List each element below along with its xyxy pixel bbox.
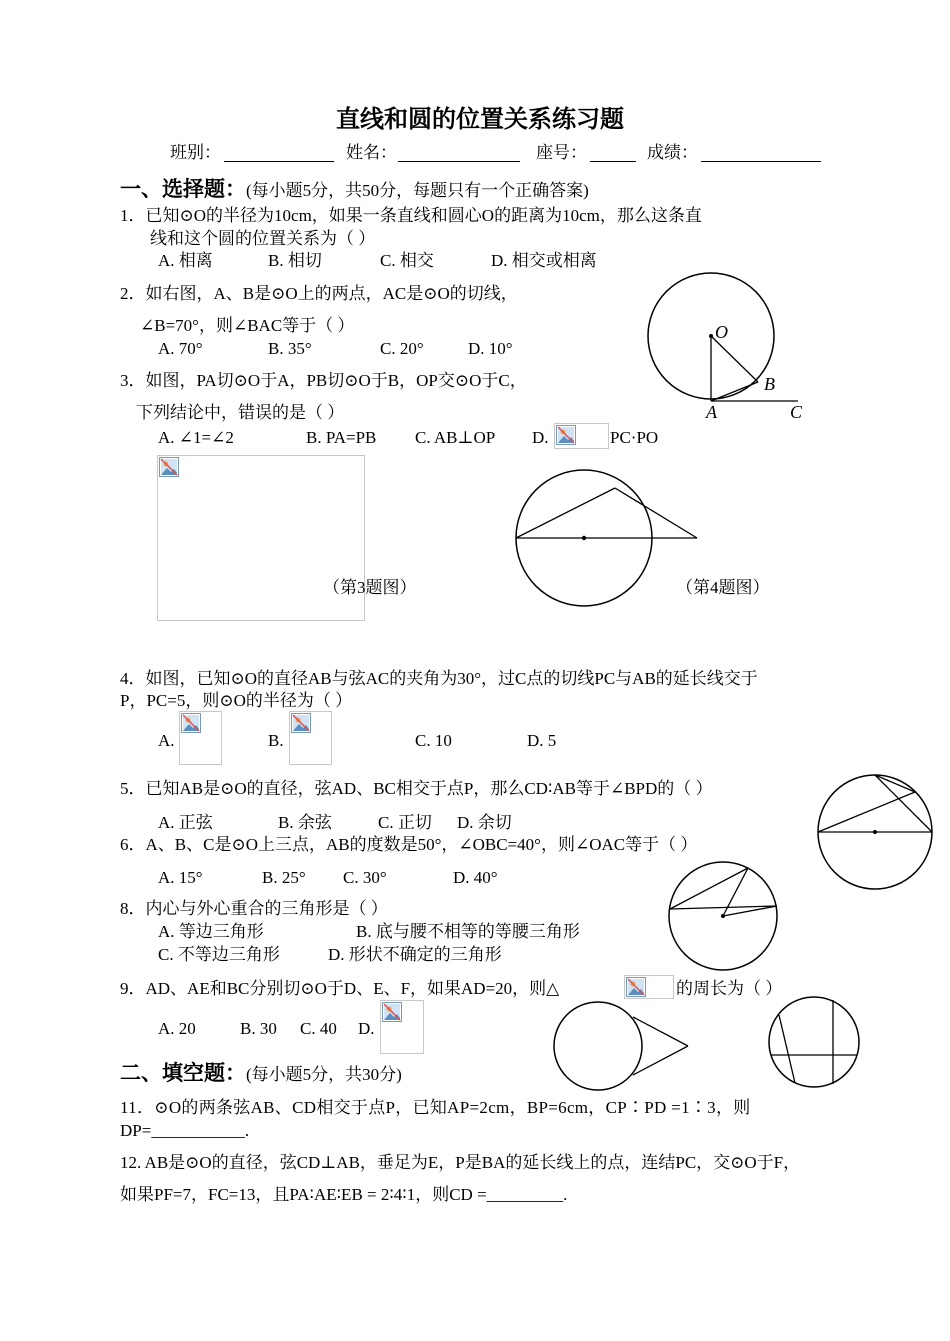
q6-option-d[interactable]: D. 40°: [453, 868, 498, 887]
q2-option-c[interactable]: C. 20°: [380, 339, 424, 358]
q5-center-dot: [873, 830, 877, 834]
broken-image-icon: [556, 425, 576, 445]
q5-option-c[interactable]: C. 正切: [378, 813, 432, 832]
q4-option-c[interactable]: C. 10: [415, 731, 452, 750]
q4-line1: 4．如图，已知⊙O的直径AB与弦AC的夹角为30°，过C点的切线PC与AB的延长线交于: [120, 669, 758, 688]
q1-option-a[interactable]: A. 相离: [158, 251, 213, 270]
page-title: 直线和圆的位置关系练习题: [336, 105, 624, 133]
q12-line2: 如果PF=7，FC=13，且PA∶AE∶EB = 2∶4∶1，则CD =_________.: [120, 1185, 568, 1204]
q9-option-a[interactable]: A. 20: [158, 1019, 196, 1038]
q5-chord-ad: [818, 792, 915, 832]
q2-label-a: A: [706, 402, 717, 422]
q5-line1: 5．已知AB是⊙O的直径，弦AD、BC相交于点P，那么CD∶AB等于∠BPD的（ ）: [120, 779, 713, 798]
q5-option-a[interactable]: A. 正弦: [158, 813, 213, 832]
q1-line1: 1．已知⊙O的半径为10cm，如果一条直线和圆心O的距离为10cm，那么这条直: [120, 206, 702, 225]
q2-label-c: C: [790, 402, 803, 422]
q2-segment-ob: [711, 336, 758, 382]
broken-image-icon: [626, 977, 646, 997]
name-blank[interactable]: [398, 160, 520, 162]
q9-triangle-image: [624, 975, 674, 999]
q6-option-b[interactable]: B. 25°: [262, 868, 306, 887]
q3-option-b[interactable]: B. PA=PB: [306, 428, 377, 447]
q9-option-d-image: [380, 1000, 424, 1054]
q6-figure: [667, 860, 782, 975]
q9-option-d[interactable]: D.: [358, 1019, 375, 1038]
q3-option-a[interactable]: A. ∠1=∠2: [158, 428, 234, 447]
q5-option-d[interactable]: D. 余切: [457, 813, 512, 832]
q11-figure: [767, 995, 863, 1091]
q5-chord-cd: [875, 775, 915, 792]
section-2-note: (每小题5分，共30分): [246, 1065, 402, 1084]
q1-option-d[interactable]: D. 相交或相离: [491, 251, 597, 270]
q9-line1-b: 的周长为（ ）: [676, 979, 783, 998]
q2-line2: ∠B=70°，则∠BAC等于（ ）: [140, 316, 355, 335]
q8-option-b[interactable]: B. 底与腰不相等的等腰三角形: [356, 922, 580, 941]
q2-label-o: O: [715, 322, 728, 342]
q9-line1-a: 9．AD、AE和BC分别切⊙O于D、E、F，如果AD=20，则△: [120, 979, 560, 998]
q3-option-d[interactable]: D.: [532, 428, 549, 447]
score-field-label: 成绩：: [647, 143, 698, 162]
class-blank[interactable]: [224, 160, 334, 162]
q4-option-b-image: [289, 711, 332, 765]
q5-figure: [815, 776, 940, 886]
q3-line2: 下列结论中，错误的是（ ）: [136, 403, 345, 422]
q9-option-b[interactable]: B. 30: [240, 1019, 277, 1038]
q8-line1: 8．内心与外心重合的三角形是（ ）: [120, 899, 388, 918]
broken-image-icon: [181, 713, 201, 733]
q4-tangent-pc: [615, 488, 697, 538]
q4-line2: P，PC=5，则⊙O的半径为（ ）: [120, 691, 353, 710]
q6-chord-ab: [670, 868, 748, 909]
q1-option-c[interactable]: C. 相交: [380, 251, 434, 270]
section-1-header: [120, 178, 589, 202]
q2-chord-ab: [711, 382, 758, 401]
q2-label-b: B: [764, 374, 775, 394]
q1-line2: 线和这个圆的位置关系为（ ）: [150, 229, 376, 248]
q4-option-a[interactable]: A.: [158, 731, 175, 750]
seat-field-label: 座号：: [536, 143, 587, 162]
q9-option-c[interactable]: C. 40: [300, 1019, 337, 1038]
q2-option-b[interactable]: B. 35°: [268, 339, 312, 358]
q3-figure-caption: （第3题图）: [323, 578, 417, 597]
section-2-heading: 二、填空题：: [120, 1061, 246, 1085]
q3-option-d-image: [554, 423, 609, 449]
q3-option-c[interactable]: C. AB⊥OP: [415, 428, 496, 447]
q2-option-d[interactable]: D. 10°: [468, 339, 513, 358]
q11-circle: [769, 997, 859, 1087]
q4-option-b[interactable]: B.: [268, 731, 284, 750]
q11-line2: DP=___________.: [120, 1121, 250, 1140]
q5-chord-bc: [875, 775, 932, 832]
q1-option-b[interactable]: B. 相切: [268, 251, 322, 270]
q4-option-d[interactable]: D. 5: [527, 731, 557, 750]
class-field-label: 班别：: [170, 143, 221, 162]
section-1-heading: 一、选择题：: [120, 177, 246, 201]
q2-figure: [640, 270, 820, 430]
q6-option-c[interactable]: C. 30°: [343, 868, 387, 887]
q3-line1: 3．如图，PA切⊙O于A，PB切⊙O于B，OP交⊙O于C，: [120, 371, 527, 390]
q4-option-a-image: [179, 711, 222, 765]
q3-option-d-suffix: PC·PO: [610, 428, 659, 447]
broken-image-icon: [382, 1002, 402, 1022]
q11-line1: 11．⊙O的两条弦AB、CD相交于点P，已知AP=2cm，BP=6cm，CP∶PD =1∶3，则: [120, 1098, 751, 1117]
q6-line1: 6．A、B、C是⊙O上三点，AB的度数是50°，∠OBC=40°，则∠OAC等于（ ）: [120, 835, 698, 854]
score-blank[interactable]: [701, 160, 821, 162]
q2-option-a[interactable]: A. 70°: [158, 339, 203, 358]
q6-center-dot: [721, 914, 725, 918]
name-field-label: 姓名：: [346, 143, 397, 162]
q9-circle: [554, 1002, 642, 1090]
q4-center-dot: [582, 536, 586, 540]
q12-line1: 12. AB是⊙O的直径，弦CD⊥AB，垂足为E，P是BA的延长线上的点，连结PC，交⊙O于F，: [120, 1153, 801, 1172]
q9-figure: [553, 1000, 693, 1095]
q4-figure-caption: （第4题图）: [676, 578, 770, 597]
q6-option-a[interactable]: A. 15°: [158, 868, 203, 887]
q2-line1: 2．如右图，A、B是⊙O上的两点，AC是⊙O的切线，: [120, 284, 518, 303]
broken-image-icon: [159, 457, 179, 477]
q5-option-b[interactable]: B. 余弦: [278, 813, 332, 832]
q8-option-d[interactable]: D. 形状不确定的三角形: [328, 945, 502, 964]
q2-center-dot: [709, 334, 713, 338]
q8-option-c[interactable]: C. 不等边三角形: [158, 945, 280, 964]
section-2-header: [120, 1062, 402, 1086]
broken-image-icon: [291, 713, 311, 733]
q8-option-a[interactable]: A. 等边三角形: [158, 922, 264, 941]
section-1-note: (每小题5分，共50分，每题只有一个正确答案): [246, 181, 589, 200]
seat-blank[interactable]: [590, 160, 636, 162]
